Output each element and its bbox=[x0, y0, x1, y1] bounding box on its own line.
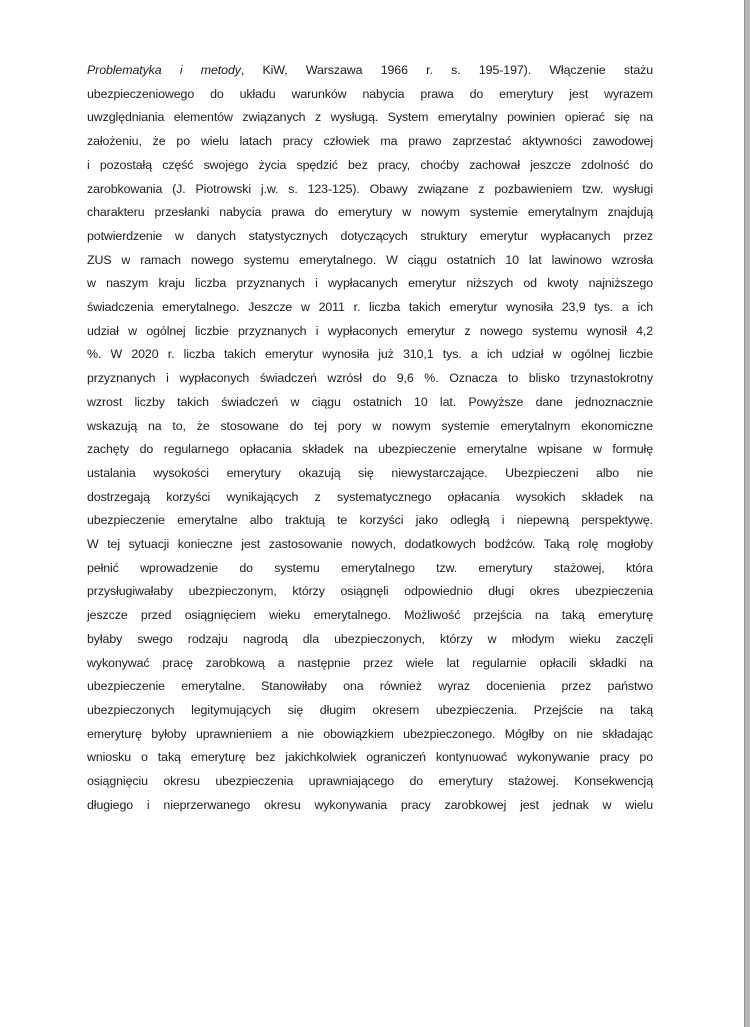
text-line-16: wskazują na to, że stosowane do tej pory w nowym systemie emerytalnym ekonomiczne bbox=[87, 418, 653, 433]
text-line-31: osiągnięciu okresu ubezpieczenia uprawniającego do emerytury stażowej. Konsekwencją bbox=[87, 774, 653, 789]
text-line-13: %. W 2020 r. liczba takich emerytur wynosiła już 310,1 tys. a ich udział w ogólnej liczbie bbox=[87, 347, 653, 362]
text-line-25: byłaby swego rodzaju nagrodą dla ubezpieczonych, którzy w młodym wieku zaczęli bbox=[87, 631, 653, 646]
text-line-2: ubezpieczeniowego do układu warunków nabycia prawa do emerytury jest wyrazem bbox=[87, 86, 653, 101]
text-line-15: wzrost liczby takich świadczeń w ciągu ostatnich 10 lat. Powyższe dane jednoznacznie bbox=[87, 394, 653, 409]
text-line-29: emeryturę byłoby uprawnieniem a nie obowiązkiem ubezpieczonego. Mógłby on nie składając bbox=[87, 726, 653, 741]
text-line-20: ubezpieczenie emerytalne albo traktują te korzyści jako odległą i niepewną perspektywę. bbox=[87, 513, 653, 528]
text-line-9: ZUS w ramach nowego systemu emerytalnego. W ciągu ostatnich 10 lat lawinowo wzrosła bbox=[87, 252, 653, 267]
page-right-edge bbox=[744, 0, 750, 1027]
text-line-17: zachęty do regularnego opłacania składek na ubezpieczenie emerytalne wpisane w formułę bbox=[87, 442, 653, 457]
text-line-23: przysługiwałaby ubezpieczonym, którzy osiągnęli odpowiednio długi okres ubezpieczenia bbox=[87, 584, 653, 599]
text-line-30: wniosku o taką emeryturę bez jakichkolwiek ograniczeń kontynuować wykonywanie pracy po bbox=[87, 750, 653, 765]
text-line-7: charakteru przesłanki nabycia prawa do emerytury w nowym systemie emerytalnym znajdują bbox=[87, 205, 653, 220]
text-line-26: wykonywać pracę zarobkową a następnie przez wiele lat regularnie opłacili składki na bbox=[87, 655, 653, 670]
text-line-8: potwierdzenie w danych statystycznych dotyczących struktury emerytur wypłacanych przez bbox=[87, 228, 653, 243]
text-line-14: przyznanych i wypłaconych świadczeń wzrósł do 9,6 %. Oznacza to blisko trzynastokrotny bbox=[87, 371, 653, 386]
text-line-28: ubezpieczonych legitymujących się długim okresem ubezpieczenia. Przejście na taką bbox=[87, 702, 653, 717]
text-line-22: pełnić wprowadzenie do systemu emerytalnego tzw. emerytury stażowej, która bbox=[87, 560, 653, 575]
text-line-27: ubezpieczenie emerytalne. Stanowiłaby ona również wyraz docenienia przez państwo bbox=[87, 679, 653, 694]
text-line-19: dostrzegają korzyści wynikających z systematycznego opłacania wysokich składek na bbox=[87, 489, 653, 504]
text-line-12: udział w ogólnej liczbie przyznanych i wypłaconych emerytur z nowego systemu wynosił 4,2 bbox=[87, 323, 653, 338]
text-line-6: zarobkowania (J. Piotrowski j.w. s. 123-125). Obawy związane z pozbawieniem tzw. wysługi bbox=[87, 181, 653, 196]
text-line-21: W tej sytuacji konieczne jest zastosowanie nowych, dodatkowych bodźców. Taką rolę mogłoby bbox=[87, 537, 653, 552]
citation-title: Problematyka i metody bbox=[87, 63, 241, 77]
text-line-5: i pozostałą część swojego życia spędzić bez pracy, choćby zachował jeszcze zdolność do bbox=[87, 157, 653, 172]
text-line-1 bbox=[87, 59, 653, 83]
text-line-24: jeszcze przed osiągnięciem wieku emerytalnego. Możliwość przejścia na taką emeryturę bbox=[87, 608, 653, 623]
text-line-10: w naszym kraju liczba przyznanych i wypłacanych emerytur niższych od kwoty najniższego bbox=[87, 276, 653, 291]
text-line-32: długiego i nieprzerwanego okresu wykonywania pracy zarobkowej jest jednak w wielu bbox=[87, 797, 653, 812]
text-line-11: świadczenia emerytalnego. Jeszcze w 2011 r. liczba takich emerytur wynosiła 23,9 tys. a ich bbox=[87, 300, 653, 315]
text-line-1-rest: , KiW, Warszawa 1966 r. s. 195-197). Włączenie stażu bbox=[240, 63, 653, 77]
text-line-3: uwzględniania elementów związanych z wysługą. System emerytalny powinien opierać się na bbox=[87, 110, 653, 125]
body-paragraph bbox=[87, 59, 653, 818]
text-line-4: założeniu, że po wielu latach pracy człowiek ma prawo zaprzestać aktywności zawodowej bbox=[87, 134, 653, 149]
text-line-18: ustalania wysokości emerytury okazują się niewystarczające. Ubezpieczeni albo nie bbox=[87, 465, 653, 480]
